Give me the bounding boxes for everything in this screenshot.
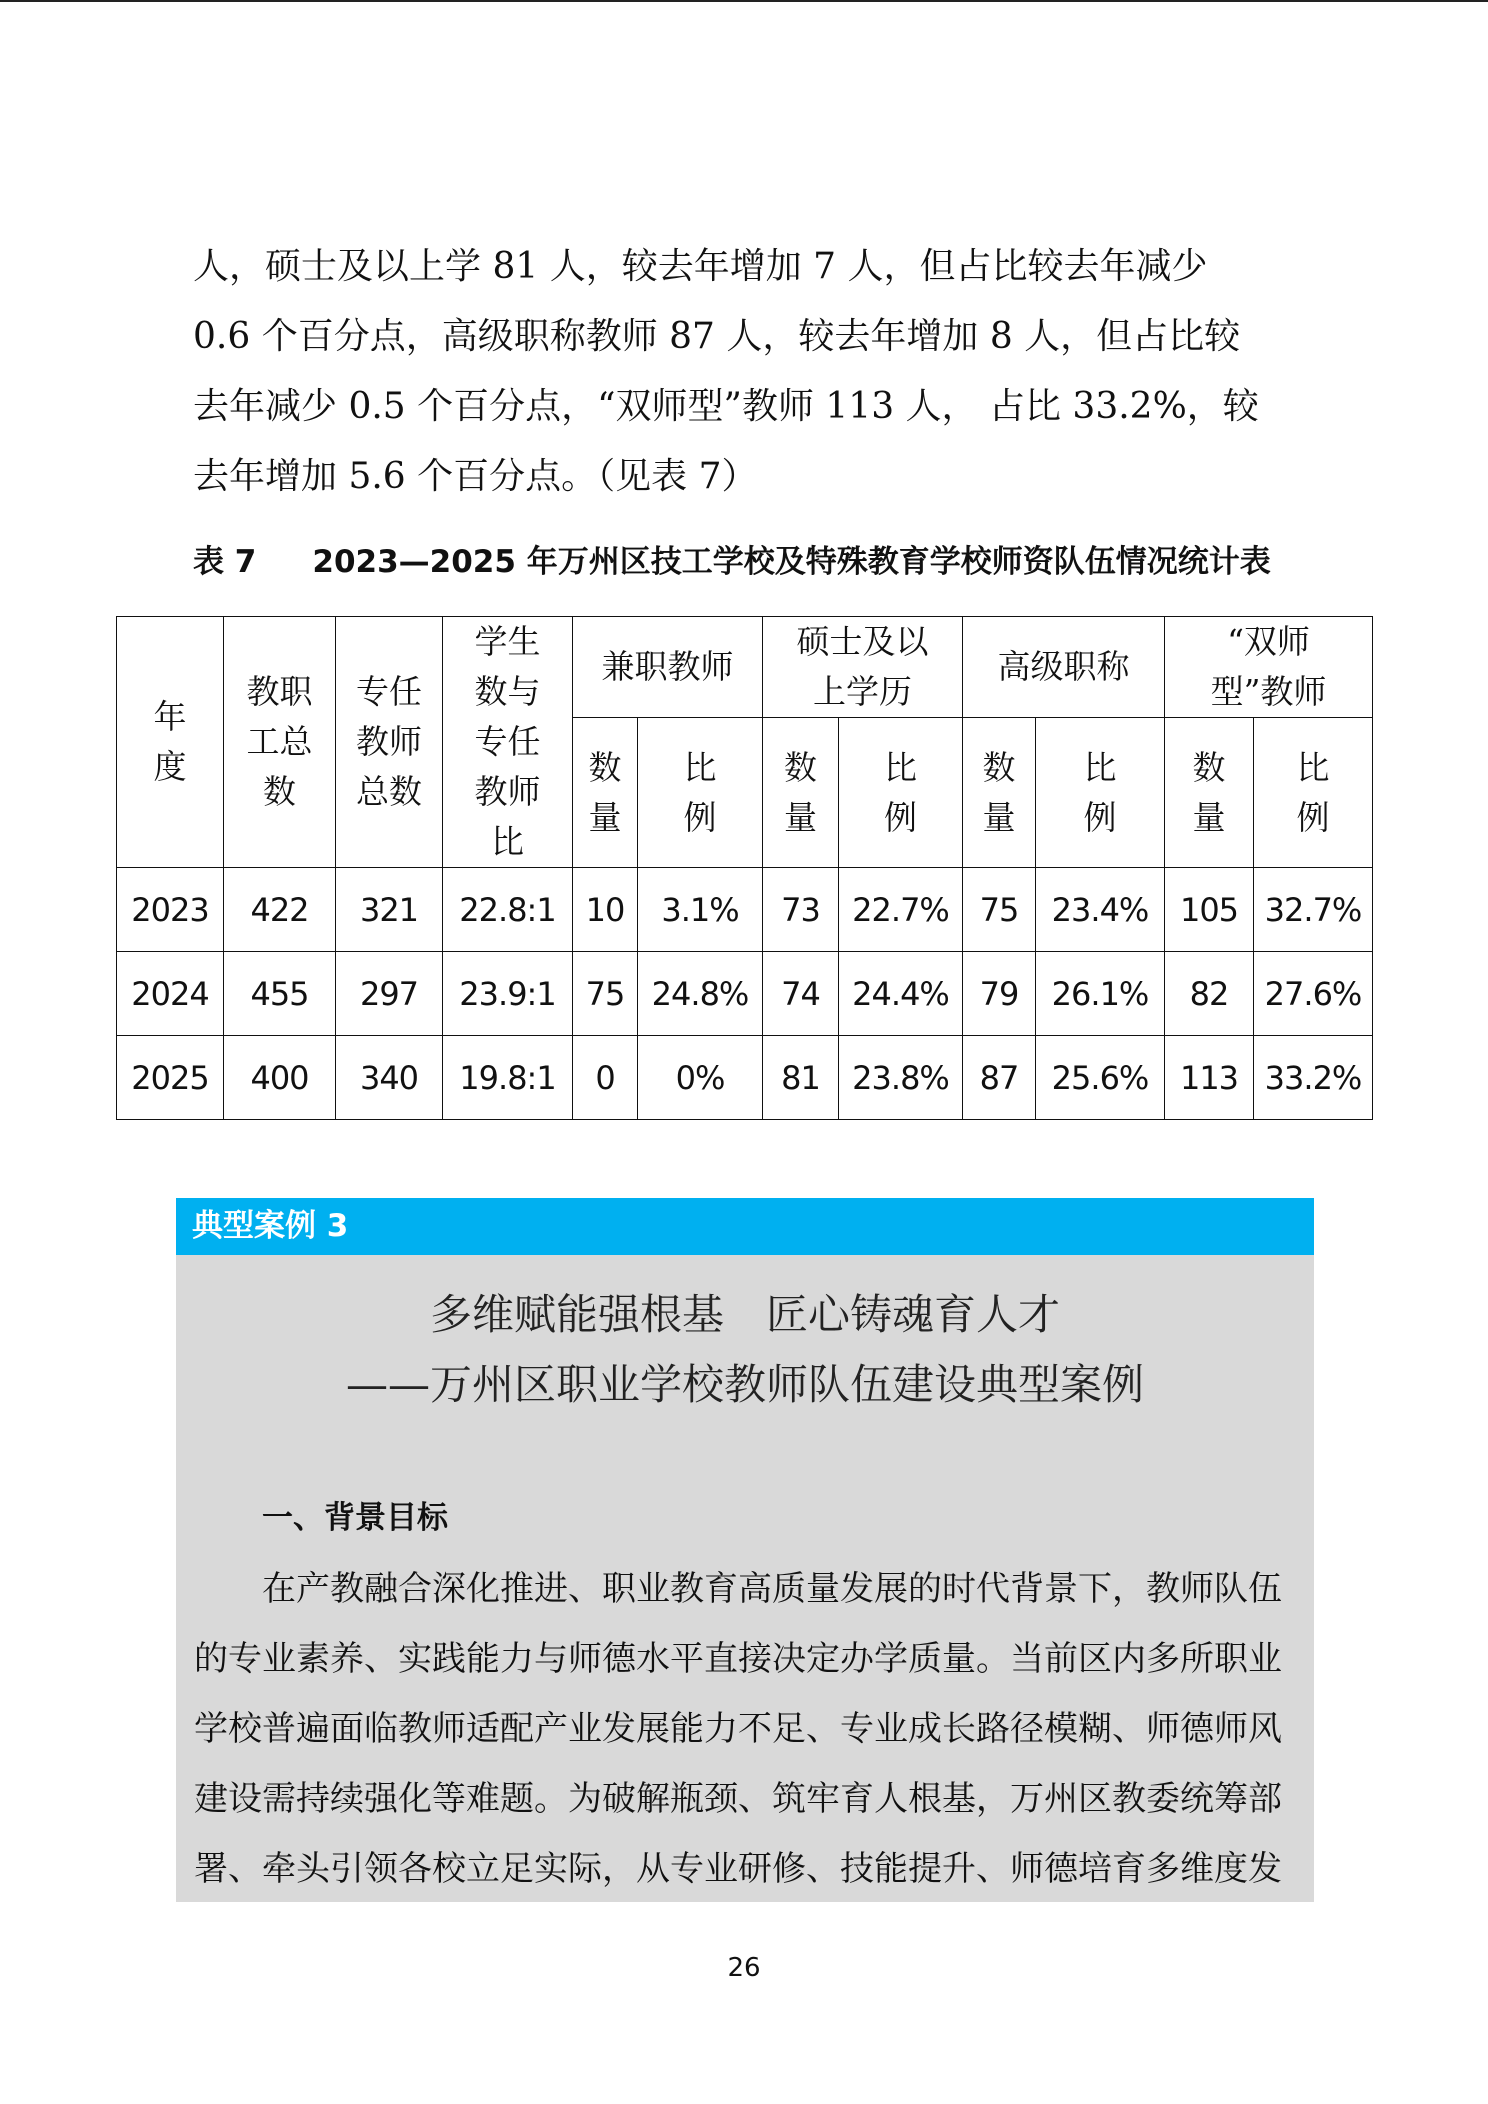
case-label: 典型案例 3 <box>176 1198 1314 1255</box>
section-heading: 一、背景目标 <box>262 1500 448 1536</box>
case-body-line: 在产教融合深化推进、职业教育高质量发展的时代背景下，教师队伍 <box>194 1569 1282 1609</box>
cell-senior-count: 87 <box>963 1036 1036 1120</box>
intro-paragraph <box>193 232 1303 512</box>
subheader-count: 数量 <box>763 718 839 868</box>
table-caption <box>193 536 1343 581</box>
cell-staff-total: 400 <box>224 1036 336 1120</box>
cell-parttime-percent: 3.1% <box>638 868 763 952</box>
subheader-count: 数量 <box>1165 718 1254 868</box>
table-caption-text: 2023—2025 年万州区技工学校及特殊教育学校师资队伍情况统计表 <box>312 544 1271 580</box>
header-dual: “双师型”教师 <box>1165 617 1373 718</box>
cell-dual-count: 82 <box>1165 952 1254 1036</box>
cell-senior-percent: 25.6% <box>1036 1036 1165 1120</box>
case-body-line: 学校普遍面临教师适配产业发展能力不足、专业成长路径模糊、师德师风 <box>194 1709 1282 1749</box>
header-senior: 高级职称 <box>963 617 1165 718</box>
intro-line: 0.6 个百分点，高级职称教师 87 人，较去年增加 8 人，但占比较 <box>193 316 1241 357</box>
cell-dual-count: 113 <box>1165 1036 1254 1120</box>
cell-senior-count: 79 <box>963 952 1036 1036</box>
cell-master-count: 73 <box>763 868 839 952</box>
case-subtitle-line: ——万州区职业学校教师队伍建设典型案例 <box>345 1360 1144 1409</box>
intro-line: 去年增加 5.6 个百分点。（见表 7） <box>193 456 758 497</box>
case-body-line: 的专业素养、实践能力与师德水平直接决定办学质量。当前区内多所职业 <box>194 1639 1282 1679</box>
header-parttime: 兼职教师 <box>573 617 763 718</box>
cell-dual-percent: 32.7% <box>1254 868 1373 952</box>
cell-ratio: 22.8:1 <box>443 868 573 952</box>
cell-fulltime-total: 340 <box>336 1036 443 1120</box>
subheader-count: 数量 <box>963 718 1036 868</box>
cell-staff-total: 455 <box>224 952 336 1036</box>
case-body <box>194 1554 1298 1904</box>
cell-master-count: 74 <box>763 952 839 1036</box>
case-box <box>176 1198 1314 1902</box>
top-rule <box>0 0 1488 2</box>
header-staff-total: 教职工总数 <box>224 617 336 868</box>
cell-fulltime-total: 321 <box>336 868 443 952</box>
header-fulltime-total: 专任教师总数 <box>336 617 443 868</box>
header-student-ratio: 学生数与专任教师比 <box>443 617 573 868</box>
subheader-percent: 比例 <box>839 718 963 868</box>
cell-parttime-percent: 24.8% <box>638 952 763 1036</box>
cell-parttime-count: 10 <box>573 868 638 952</box>
header-master: 硕士及以上学历 <box>763 617 963 718</box>
cell-master-percent: 24.4% <box>839 952 963 1036</box>
subheader-count: 数量 <box>573 718 638 868</box>
cell-ratio: 19.8:1 <box>443 1036 573 1120</box>
intro-line: 去年减少 0.5 个百分点，“双师型”教师 113 人， 占比 33.2%，较 <box>193 386 1259 427</box>
table-row <box>117 952 1373 1036</box>
case-body-line: 署、牵头引领各校立足实际，从专业研修、技能提升、师德培育多维度发 <box>194 1849 1282 1889</box>
cell-staff-total: 422 <box>224 868 336 952</box>
case-title-line: 多维赋能强根基 匠心铸魂育人才 <box>429 1290 1060 1339</box>
cell-dual-percent: 27.6% <box>1254 952 1373 1036</box>
cell-master-percent: 23.8% <box>839 1036 963 1120</box>
cell-year: 2025 <box>117 1036 224 1120</box>
subheader-percent: 比例 <box>638 718 763 868</box>
page-number: 26 <box>727 1953 761 1983</box>
intro-line: 人，硕士及以上学 81 人，较去年增加 7 人，但占比较去年减少 <box>193 246 1208 287</box>
table-caption-label: 表 7 <box>193 544 257 580</box>
table-row <box>117 868 1373 952</box>
cell-dual-percent: 33.2% <box>1254 1036 1373 1120</box>
cell-senior-percent: 26.1% <box>1036 952 1165 1036</box>
cell-senior-count: 75 <box>963 868 1036 952</box>
case-body-line: 建设需持续强化等难题。为破解瓶颈、筑牢育人根基，万州区教委统筹部 <box>194 1779 1282 1819</box>
table-row <box>117 1036 1373 1120</box>
cell-master-percent: 22.7% <box>839 868 963 952</box>
cell-parttime-percent: 0% <box>638 1036 763 1120</box>
cell-senior-percent: 23.4% <box>1036 868 1165 952</box>
cell-fulltime-total: 297 <box>336 952 443 1036</box>
cell-year: 2023 <box>117 868 224 952</box>
cell-parttime-count: 75 <box>573 952 638 1036</box>
cell-dual-count: 105 <box>1165 868 1254 952</box>
cell-ratio: 23.9:1 <box>443 952 573 1036</box>
cell-parttime-count: 0 <box>573 1036 638 1120</box>
cell-year: 2024 <box>117 952 224 1036</box>
subheader-percent: 比例 <box>1036 718 1165 868</box>
case-title <box>176 1280 1314 1420</box>
subheader-percent: 比例 <box>1254 718 1373 868</box>
header-year: 年度 <box>117 617 224 868</box>
cell-master-count: 81 <box>763 1036 839 1120</box>
staff-stats-table <box>116 616 1373 1120</box>
